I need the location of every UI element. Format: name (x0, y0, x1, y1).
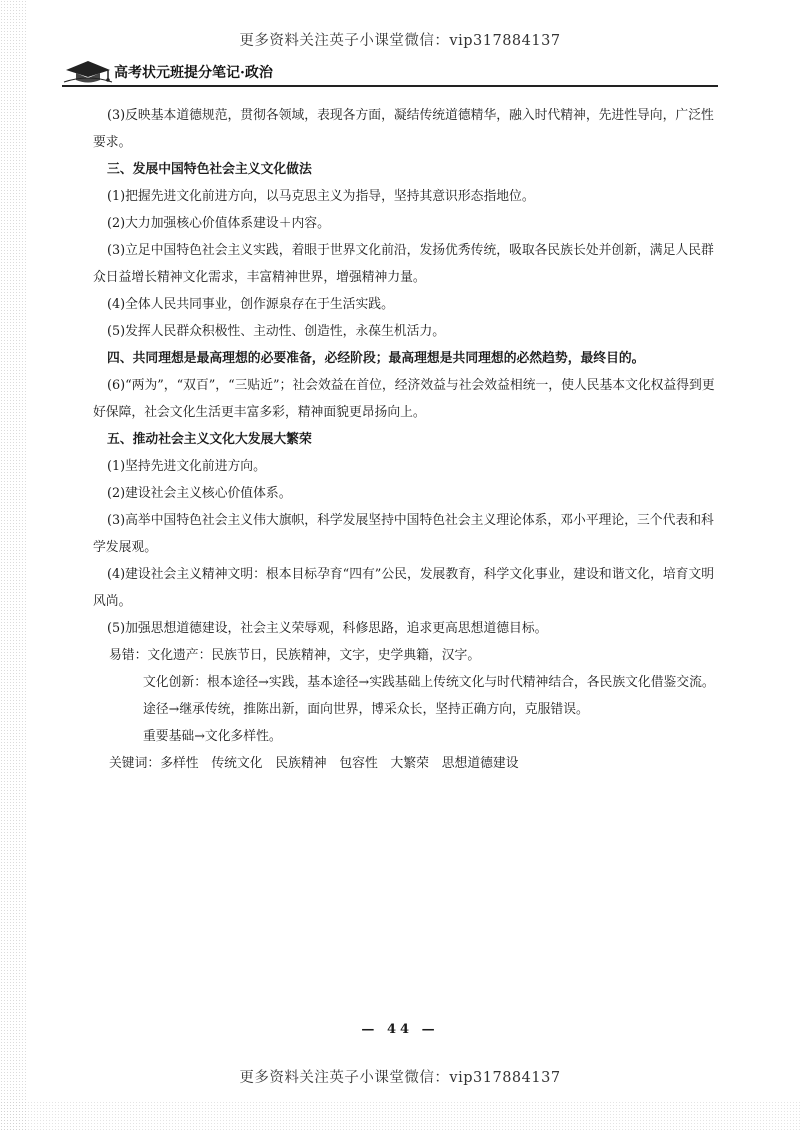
section-4-heading: 四、共同理想是最高理想的必要准备，必经阶段；最高理想是共同理想的必然趋势，最终目的。 (107, 351, 645, 366)
watermark-top: 更多资料关注英子小课堂微信：vip317884137 (239, 33, 561, 49)
section-5-item-4: (4)建设社会主义精神文明：根本目标孕育“四有”公民，发展教育，科学文化事业，建设和谐文化，培育文明风尚。 (93, 567, 715, 609)
section-3-item-2: (2)大力加强核心价值体系建设＋内容。 (107, 216, 330, 231)
keywords: 关键词：多样性 传统文化 民族精神 包容性 大繁荣 思想道德建设 (109, 756, 519, 771)
common-mistakes-innovation: 文化创新：根本途径→实践，基本途径→实践基础上传统文化与时代精神结合，各民族文化借鉴交流。 (143, 675, 715, 690)
notes-body (93, 102, 723, 777)
common-mistakes-heritage: 易错：文化遗产：民族节日，民族精神，文字，史学典籍，汉字。 (109, 648, 481, 663)
section-5-item-1: (1)坚持先进文化前进方向。 (107, 459, 266, 474)
section-3-item-1: (1)把握先进文化前进方向，以马克思主义为指导，坚持其意识形态指地位。 (107, 189, 535, 204)
watermark-bottom: 更多资料关注英子小课堂微信：vip317884137 (239, 1070, 561, 1086)
header-rule (62, 85, 718, 87)
section-3-item-3: (3)立足中国特色社会主义实践，着眼于世界文化前沿，发扬优秀传统，吸取各民族长处并创新，满足人民群众日益增长精神文化需求，丰富精神世界，增强精神力量。 (93, 243, 714, 285)
section-3-item-4: (4)全体人民共同事业，创作源泉存在于生活实践。 (107, 297, 394, 312)
point-3-moral-norms: (3)反映基本道德规范，贯彻各领域，表现各方面，凝结传统道德精华，融入时代精神，先进性导向，广泛性要求。 (93, 108, 714, 150)
common-mistakes-path: 途径→继承传统，推陈出新，面向世界，博采众长，坚持正确方向，克服错误。 (143, 702, 589, 717)
section-3-item-6: (6)“两为”，“双百”，“三贴近”；社会效益在首位，经济效益与社会效益相统一，使人民基本文化权益得到更好保障，社会文化生活更丰富多彩，精神面貌更昂扬向上。 (93, 378, 715, 420)
section-3-heading: 三、发展中国特色社会主义文化做法 (107, 162, 312, 177)
section-3-item-5: (5)发挥人民群众积极性、主动性、创造性，永葆生机活力。 (107, 324, 446, 339)
section-5-heading: 五、推动社会主义文化大发展大繁荣 (107, 432, 312, 447)
header-title: 高考状元班提分笔记·政治 (114, 65, 273, 81)
scan-noise-bottom (0, 1101, 800, 1131)
graduation-cap-icon (62, 58, 114, 84)
section-5-item-5: (5)加强思想道德建设，社会主义荣辱观，科修思路，追求更高思想道德目标。 (107, 621, 548, 636)
scan-noise-left (0, 0, 26, 1131)
section-5-item-3: (3)高举中国特色社会主义伟大旗帜，科学发展坚持中国特色社会主义理论体系，邓小平理论，三个代表和科学发展观。 (93, 513, 714, 555)
section-5-item-2: (2)建设社会主义核心价值体系。 (107, 486, 292, 501)
page-number: — 44 — (361, 1022, 439, 1037)
common-mistakes-foundation: 重要基础→文化多样性。 (143, 729, 282, 744)
running-header (62, 58, 718, 86)
